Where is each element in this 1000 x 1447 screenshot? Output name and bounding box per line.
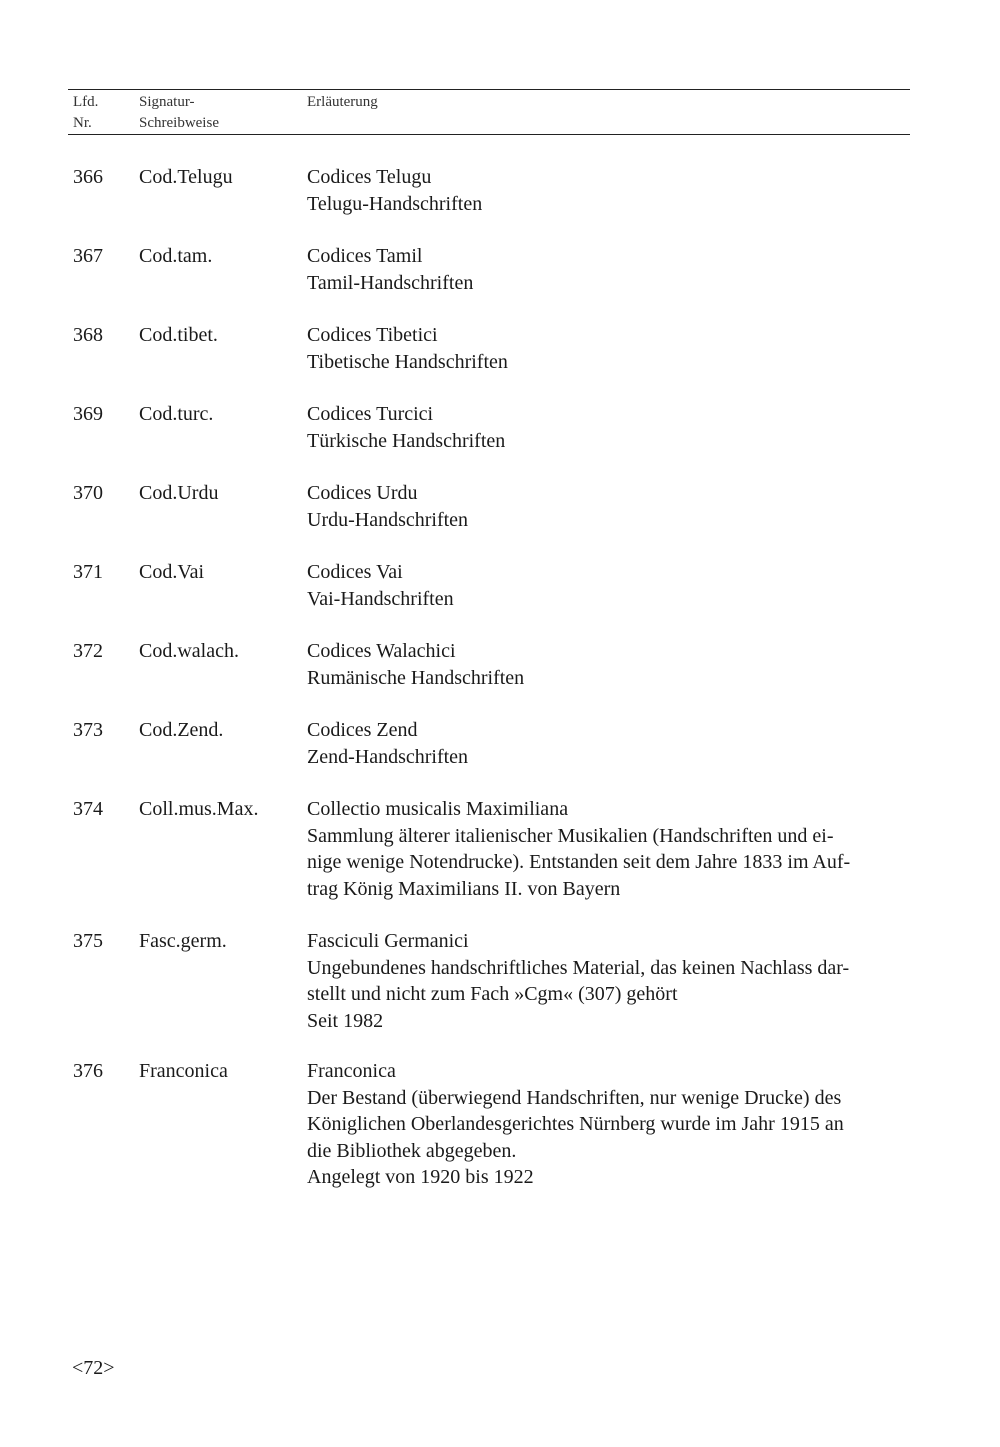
entry-number: 376 xyxy=(73,1060,103,1082)
header-col-number-line1: Lfd. xyxy=(73,94,99,110)
entry-number: 370 xyxy=(73,482,103,504)
entry-signature: Cod.Urdu xyxy=(139,482,219,504)
entry-description-line: Codices Zend xyxy=(307,719,418,741)
entry-description-line: Telugu-Handschriften xyxy=(307,192,483,215)
header-col-number-line2: Nr. xyxy=(73,115,92,131)
entry-description-line: Collectio musicalis Maximiliana xyxy=(307,798,569,820)
entry-description-line: Codices Urdu xyxy=(307,482,418,504)
entry-signature: Franconica xyxy=(139,1060,228,1082)
entry-description-line: Rumänische Handschriften xyxy=(307,666,525,689)
entry-signature: Cod.tibet. xyxy=(139,324,218,346)
entry-number: 368 xyxy=(73,324,103,346)
entry-description xyxy=(307,243,915,296)
entry-number: 372 xyxy=(73,640,103,662)
entry-description-line: Angelegt von 1920 bis 1922 xyxy=(307,1166,534,1188)
entry-description xyxy=(307,638,915,691)
entry-number: 375 xyxy=(73,930,103,952)
entry-description-line: trag König Maximilians II. von Bayern xyxy=(307,877,621,900)
entry-description xyxy=(307,928,915,1034)
entry-description-line: Tibetische Handschriften xyxy=(307,350,508,373)
entry-description xyxy=(307,717,915,770)
entry-description-line: Königlichen Oberlandesgerichtes Nürnberg wurde im Jahr 1915 an xyxy=(307,1113,844,1135)
entry-description-line: Vai-Handschriften xyxy=(307,587,454,610)
entry-description-line: Türkische Handschriften xyxy=(307,429,506,452)
entry-signature: Cod.tam. xyxy=(139,245,213,267)
entry-signature: Cod.Zend. xyxy=(139,719,224,741)
header-top-rule xyxy=(68,89,910,90)
entry-description-line: Codices Tamil xyxy=(307,245,423,267)
entry-description xyxy=(307,480,915,533)
entry-description-line: stellt und nicht zum Fach »Cgm« (307) gehört xyxy=(307,983,678,1005)
page-number: <72> xyxy=(72,1357,115,1379)
entry-description-line: Sammlung älterer italienischer Musikalien (Handschriften und ei- xyxy=(307,824,834,847)
entry-description-line: Franconica xyxy=(307,1060,396,1082)
entry-description xyxy=(307,796,915,902)
entry-description-line: Codices Tibetici xyxy=(307,324,438,346)
entry-signature: Cod.walach. xyxy=(139,640,239,662)
entry-number: 374 xyxy=(73,798,103,820)
header-col-signature-line2: Schreibweise xyxy=(139,115,219,131)
entry-description-line: nige wenige Notendrucke). Entstanden seit dem Jahre 1833 im Auf- xyxy=(307,851,851,873)
entry-description xyxy=(307,559,915,612)
header-col-explanation-label: Erläuterung xyxy=(307,94,378,110)
entry-description xyxy=(307,322,915,375)
entry-description-line: Urdu-Handschriften xyxy=(307,508,469,531)
entry-signature: Coll.mus.Max. xyxy=(139,798,259,820)
entry-description-line: die Bibliothek abgegeben. xyxy=(307,1139,517,1162)
entry-number: 371 xyxy=(73,561,103,583)
entry-description xyxy=(307,401,915,454)
entry-description-line: Codices Telugu xyxy=(307,166,432,188)
entry-number: 369 xyxy=(73,403,103,425)
entry-signature: Cod.Telugu xyxy=(139,166,233,188)
entry-description-line: Der Bestand (überwiegend Handschriften, nur wenige Drucke) des xyxy=(307,1086,842,1109)
entry-number: 373 xyxy=(73,719,103,741)
header-bottom-rule xyxy=(68,134,910,135)
entry-signature: Cod.Vai xyxy=(139,561,204,583)
entry-description-line: Zend-Handschriften xyxy=(307,745,469,768)
entry-description-line: Codices Vai xyxy=(307,561,403,583)
entry-signature: Fasc.germ. xyxy=(139,930,227,952)
header-col-number xyxy=(73,92,98,134)
entry-description xyxy=(307,1058,915,1191)
header-col-explanation xyxy=(307,92,378,113)
entry-number: 366 xyxy=(73,166,103,188)
entry-description-line: Fasciculi Germanici xyxy=(307,930,469,952)
entry-description-line: Codices Turcici xyxy=(307,403,434,425)
header-col-signature-line1: Signatur- xyxy=(139,94,195,110)
entry-description-line: Codices Walachici xyxy=(307,640,456,662)
entry-description-line: Ungebundenes handschriftliches Material, das keinen Nachlass dar- xyxy=(307,956,850,979)
entry-number: 367 xyxy=(73,245,103,267)
entry-signature: Cod.turc. xyxy=(139,403,214,425)
entry-description-line: Tamil-Handschriften xyxy=(307,271,474,294)
entry-description-line: Seit 1982 xyxy=(307,1009,384,1032)
entry-description xyxy=(307,164,915,217)
header-col-signature xyxy=(139,92,219,134)
